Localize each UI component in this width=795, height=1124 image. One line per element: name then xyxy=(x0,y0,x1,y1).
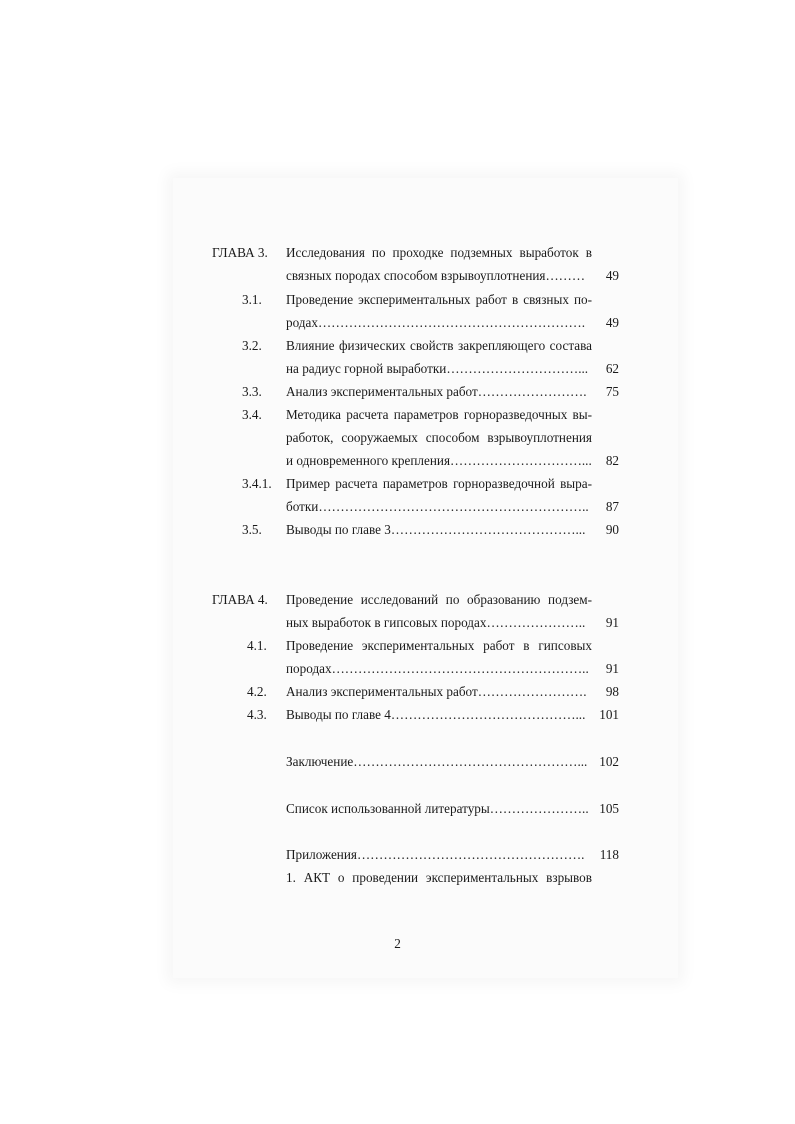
toc-page-number: 82 xyxy=(605,453,619,468)
toc-entry-text: ботки…………………………………………………….. xyxy=(286,499,589,514)
section-number: 4.2. xyxy=(247,684,267,699)
toc-page-number: 49 xyxy=(605,268,619,283)
toc-entry-text: Проведение исследований по образованию подзем- xyxy=(286,592,592,607)
section-number: 3.5. xyxy=(242,522,262,537)
chapter-label: ГЛАВА 3. xyxy=(212,245,268,260)
appendix-line: 1. АКТ о проведении экспериментальных взрывов xyxy=(286,870,592,885)
toc-page-number: 102 xyxy=(599,754,619,769)
page-number: 2 xyxy=(394,936,401,951)
toc-page-number: 49 xyxy=(605,315,619,330)
toc-entry-text: Пример расчета параметров горноразведочной выра- xyxy=(286,476,592,491)
toc-entry-text: ных выработок в гипсовых породах………………….. xyxy=(286,615,586,630)
toc-page-number: 90 xyxy=(605,522,619,537)
toc-entry-text: Выводы по главе 3……………………………………... xyxy=(286,522,586,537)
section-number: 3.1. xyxy=(242,292,262,307)
toc-page-number: 98 xyxy=(605,684,619,699)
toc-entry-text: Выводы по главе 4……………………………………... xyxy=(286,707,586,722)
toc-entry-text: Проведение экспериментальных работ в связных по- xyxy=(286,292,592,307)
toc-entry-text: на радиус горной выработки…………………………... xyxy=(286,361,589,376)
section-number: 4.3. xyxy=(247,707,267,722)
toc-entry-text: Приложения……………………………………………. xyxy=(286,847,585,862)
toc-page-number: 101 xyxy=(599,707,619,722)
toc-page-number: 91 xyxy=(605,661,619,676)
toc-entry-text: Исследования по проходке подземных выработок в xyxy=(286,245,592,260)
section-number: 3.3. xyxy=(242,384,262,399)
toc-entry-text: связных породах способом взрывоуплотнения……… xyxy=(286,268,586,283)
section-number: 3.2. xyxy=(242,338,262,353)
toc-page-number: 75 xyxy=(605,384,619,399)
toc-entry-text: Методика расчета параметров горноразведочных вы- xyxy=(286,407,592,422)
toc-entry-text: работок, сооружаемых способом взрывоуплотнения xyxy=(286,430,592,445)
toc-entry-text: родах……………………………………………………. xyxy=(286,315,586,330)
section-number: 4.1. xyxy=(247,638,267,653)
toc-page-number: 91 xyxy=(605,615,619,630)
toc-entry-text: Анализ экспериментальных работ……………………. xyxy=(286,684,587,699)
toc-entry-text: породах………………………………………………….. xyxy=(286,661,589,676)
toc-entry-text: Анализ экспериментальных работ……………………. xyxy=(286,384,587,399)
toc-page-number: 62 xyxy=(605,361,619,376)
toc-entry-text: и одновременного крепления…………………………... xyxy=(286,453,592,468)
toc-page-number: 105 xyxy=(599,801,619,816)
toc-entry-text: Список использованной литературы………………….. xyxy=(286,801,589,816)
toc-page-number: 87 xyxy=(605,499,619,514)
toc-entry-text: Проведение экспериментальных работ в гипсовых xyxy=(286,638,592,653)
toc-entry-text: Влияние физических свойств закрепляющего состава xyxy=(286,338,592,353)
section-number: 3.4. xyxy=(242,407,262,422)
toc-page-number: 118 xyxy=(599,847,619,862)
section-number: 3.4.1. xyxy=(242,476,272,491)
chapter-label: ГЛАВА 4. xyxy=(212,592,268,607)
toc-entry-text: Заключение……………………………………………... xyxy=(286,754,588,769)
